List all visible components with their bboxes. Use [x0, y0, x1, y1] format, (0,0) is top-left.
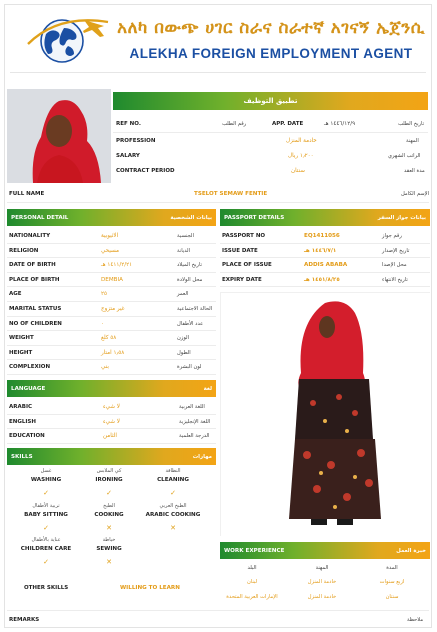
check-icon: ✓ — [170, 489, 176, 497]
passport-row — [222, 230, 428, 242]
cross-icon: ✕ — [170, 524, 176, 532]
personal-label-ar: الديانة — [177, 247, 190, 254]
personal-value: الاثيوبية — [101, 233, 119, 239]
personal-label-ar: لون البشرة — [177, 364, 202, 371]
header — [8, 6, 424, 68]
english-title: ALEKHA FOREIGN EMPLOYMENT AGENT — [129, 46, 413, 61]
contract-label-ar: مدة العقد — [404, 168, 425, 174]
personal-row — [9, 259, 215, 271]
skill-label-ar: الطبخ — [103, 503, 115, 509]
personal-detail-title-ar: بيانات الشخصية — [170, 214, 212, 221]
language-title-ar: لغة — [203, 385, 212, 392]
row-divider — [7, 272, 216, 273]
personal-label: NATIONALITY — [9, 233, 51, 239]
personal-label-ar: تاريخ الميلاد — [177, 262, 202, 269]
personal-label-ar: محل الولادة — [177, 276, 203, 283]
language-value: لا شيء — [103, 418, 120, 425]
personal-label-ar: الطول — [177, 349, 191, 356]
skill-label-ar: كي الملابس — [96, 468, 122, 474]
skill-label-ar: غسل — [40, 468, 52, 474]
check-icon: ✓ — [106, 489, 112, 497]
applicant-full-photo — [220, 292, 430, 536]
application-title: تطبيق التوظيف — [243, 97, 298, 105]
personal-row — [9, 361, 215, 373]
language-row — [9, 401, 215, 413]
salary-label: SALARY — [116, 153, 140, 159]
passport-label-ar: رقم جواز — [382, 233, 402, 239]
skill-label: SEWING — [96, 546, 122, 552]
profession-row — [116, 135, 428, 147]
personal-value: بني — [101, 364, 109, 371]
work-header: البلد — [247, 565, 257, 571]
language-title: LANGUAGE — [11, 385, 46, 392]
passport-label: ISSUE DATE — [222, 247, 258, 254]
personal-label-ar: الجنسية — [177, 233, 194, 239]
passport-details-bar — [220, 209, 430, 226]
personal-label-ar: العمر — [177, 291, 189, 298]
personal-row — [9, 288, 215, 300]
personal-value: ١٤١١/٢/٢١ هـ — [101, 262, 133, 269]
work-cell: خادمة المنزل — [307, 594, 337, 600]
passport-row — [222, 245, 428, 257]
passport-label-ar: تاريخ الانتهاء — [382, 276, 408, 283]
personal-row — [9, 230, 215, 242]
personal-label: COMPLEXION — [9, 364, 51, 371]
remarks-row — [9, 614, 429, 626]
applicant-portrait — [7, 89, 111, 183]
work-experience-title-ar: خبرة العمل — [396, 547, 426, 554]
language-label-ar: الدرجة العلمية — [179, 433, 210, 440]
personal-label: NO OF CHILDREN — [9, 320, 62, 327]
passport-row — [222, 259, 428, 271]
row-divider — [7, 257, 216, 258]
skill-label: WASHING — [30, 477, 62, 483]
skill-label: ARABIC COOKING — [145, 512, 201, 518]
personal-row — [9, 303, 215, 315]
work-cell: الإمارات العربية المتحدة — [226, 594, 278, 600]
row-divider — [7, 345, 216, 346]
salary-row — [116, 150, 428, 162]
row-divider — [7, 301, 216, 302]
skill-label-ar: عناية بالأطفال — [31, 537, 61, 543]
passport-details-title: PASSPORT DETAILS — [224, 214, 285, 221]
row-divider — [220, 257, 430, 258]
language-label: ENGLISH — [9, 418, 36, 425]
skill-label-ar: تربية الأطفال — [32, 503, 60, 509]
app-date-label: APP. DATE — [272, 121, 304, 127]
passport-value: ١٤٥١/٨/٢٥ هـ — [304, 276, 340, 283]
row-divider — [7, 359, 216, 360]
remarks-label: REMARKS — [9, 617, 40, 623]
cross-icon: ✕ — [106, 524, 112, 532]
row-divider — [220, 272, 430, 273]
skills-bar — [7, 448, 216, 465]
work-cell: ازبع سنوات — [379, 579, 405, 585]
other-skills-row — [24, 582, 214, 594]
row-divider — [7, 330, 216, 331]
row-divider — [220, 286, 430, 287]
personal-row — [9, 245, 215, 257]
check-icon: ✓ — [43, 489, 49, 497]
row-divider — [7, 443, 216, 444]
skill-label-ar: الطبخ العربي — [159, 503, 187, 509]
language-label: EDUCATION — [9, 433, 45, 440]
skill-label: BABY SITTING — [24, 512, 68, 518]
personal-value: ٥٨ كلغ — [101, 335, 117, 342]
personal-detail-bar — [7, 209, 216, 226]
language-value: لا شيء — [103, 404, 120, 410]
skills-title-ar: مهارات — [192, 453, 212, 460]
language-label: ARABIC — [9, 404, 33, 410]
amharic-title: አለካ በውጭ ሀገር ስራና ስራተኛ አገናኝ ኤጀንሲ — [117, 18, 425, 38]
full-name-label-ar: الإسم الكامل — [401, 191, 430, 197]
personal-label: RELIGION — [9, 247, 39, 254]
skill-label-ar: خياطة — [102, 537, 116, 543]
personal-value: ٢٥ — [101, 291, 108, 298]
passport-label: PLACE OF ISSUE — [222, 262, 272, 269]
work-cell: خادمة المنزل — [307, 579, 337, 585]
personal-value: غير متزوج — [101, 306, 125, 312]
row-divider — [220, 243, 430, 244]
personal-value: ٠ — [101, 320, 105, 327]
passport-value: ADDIS ABABA — [304, 262, 348, 269]
work-cell: سنتان — [385, 594, 399, 600]
skill-label: IRONING — [95, 477, 123, 483]
skill-label: COOKING — [94, 512, 124, 518]
personal-value: DEMBIA — [101, 276, 123, 283]
full-name-row — [9, 188, 429, 200]
passport-value: EQ1411056 — [304, 233, 340, 239]
personal-row — [9, 332, 215, 344]
personal-label: HEIGHT — [9, 349, 33, 356]
passport-value: ١٤٤٦/٧/١ هـ — [304, 247, 337, 254]
personal-label: MARITAL STATUS — [9, 306, 62, 312]
language-value: الثامن — [103, 433, 117, 440]
other-skills-label: OTHER SKILLS — [24, 585, 69, 591]
globe-plane-logo — [22, 14, 112, 64]
app-date-value: ١٤٤٦/١٢/٩ هـ — [324, 121, 356, 127]
passport-label: EXPIRY DATE — [222, 276, 262, 283]
passport-label-ar: محل الإصدا — [382, 262, 407, 269]
row-divider — [7, 286, 216, 287]
language-label-ar: اللغة الإنجليزية — [179, 418, 211, 425]
salary-label-ar: الراتب الشهري — [388, 153, 421, 159]
personal-label-ar: الحالة الاجتماعية — [177, 306, 213, 312]
profession-label: PROFESSION — [116, 138, 156, 144]
check-icon: ✓ — [43, 558, 49, 566]
personal-value: ١٫٥٨ امتار — [101, 349, 125, 356]
profession-label-ar: المهنة — [406, 138, 419, 144]
personal-row — [9, 318, 215, 330]
full-name-value: TSELOT SEMAW FENTIE — [194, 191, 268, 197]
skill-label: CLEANING — [157, 477, 189, 483]
other-skills-value: WILLING TO LEARN — [120, 585, 180, 591]
personal-row — [9, 274, 215, 286]
language-row — [9, 416, 215, 428]
personal-label-ar: عدد الأطفال — [177, 320, 204, 327]
passport-details-title-ar: بيانات جواز السفر — [377, 214, 426, 221]
skill-label-ar: النظافة — [165, 468, 181, 474]
contract-value: سنتان — [291, 168, 305, 174]
passport-label: PASSPORT NO — [222, 233, 266, 239]
ref-label-ar: رقم الطلب — [222, 121, 247, 127]
check-icon: ✓ — [43, 524, 49, 532]
row-divider — [7, 374, 216, 375]
row-divider — [7, 243, 216, 244]
personal-label: DATE OF BIRTH — [9, 262, 56, 269]
personal-label-ar: الوزن — [177, 335, 190, 342]
work-header: المدة — [386, 565, 398, 571]
work-cell: لبنان — [246, 579, 258, 585]
work-experience-bar — [220, 542, 430, 559]
personal-detail-title: PERSONAL DETAIL — [11, 214, 69, 221]
personal-row — [9, 347, 215, 359]
language-label-ar: اللغة العربية — [179, 404, 205, 410]
contract-row — [116, 165, 428, 177]
skill-label: CHILDREN CARE — [20, 546, 72, 552]
row-divider — [7, 414, 216, 415]
skills-title: SKILLS — [11, 453, 33, 460]
remarks-label-ar: ملاحظة — [407, 617, 424, 623]
contract-label: CONTRACT PERIOD — [116, 168, 175, 174]
row-divider — [7, 316, 216, 317]
profession-value: خادمة المنزل — [286, 138, 317, 144]
ref-label: REF NO. — [116, 121, 141, 127]
passport-row — [222, 274, 428, 286]
ref-row — [116, 118, 428, 130]
personal-value: مسيحي — [101, 247, 119, 254]
work-experience-title: WORK EXPERIENCE — [224, 547, 285, 554]
language-row — [9, 430, 215, 442]
header-divider — [10, 72, 426, 73]
personal-label: AGE — [9, 291, 22, 298]
cross-icon: ✕ — [106, 558, 112, 566]
application-title-bar — [113, 92, 428, 110]
language-bar — [7, 380, 216, 397]
work-header: المهنة — [315, 565, 329, 571]
salary-value: ١٫٢٠٠ ريال — [288, 153, 314, 159]
personal-label: PLACE OF BIRTH — [9, 276, 60, 283]
app-date-label-ar: تاريخ الطلب — [398, 121, 425, 127]
full-name-label: FULL NAME — [9, 191, 45, 197]
personal-label: WEIGHT — [9, 335, 34, 342]
passport-label-ar: تاريخ الإصدار — [382, 247, 410, 254]
row-divider — [7, 428, 216, 429]
